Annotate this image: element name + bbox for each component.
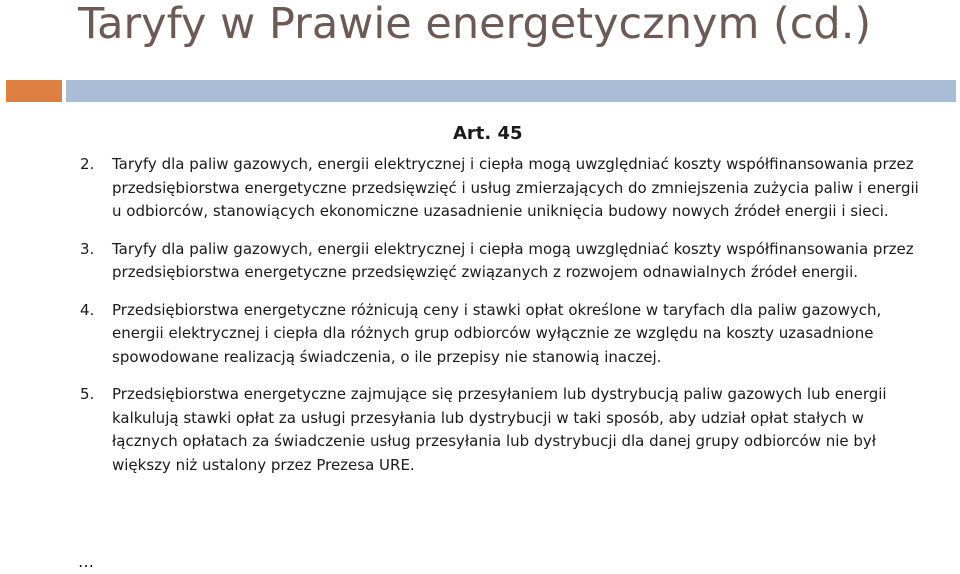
paragraph-number: 3. — [80, 239, 95, 258]
continuation-ellipsis: … — [78, 552, 94, 571]
paragraph-list — [80, 153, 930, 491]
paragraph-text: Taryfy dla paliw gazowych, energii elektrycznej i ciepła mogą uwzględniać koszty współfinansowania przez przedsiębiorstwa energetyczne przedsięwzięć związanych z rozwojem odnawialnych źródeł energii. — [112, 239, 914, 281]
paragraph-number: 2. — [80, 155, 95, 173]
paragraph-4 — [80, 299, 930, 370]
slide-title: Taryfy w Prawie energetycznym (cd.) — [78, 0, 872, 49]
accent-bar-orange — [6, 80, 62, 102]
accent-bar-blue — [66, 80, 956, 102]
article-heading: Art. 45 — [453, 123, 523, 144]
paragraph-3 — [80, 238, 930, 285]
paragraph-2 — [80, 153, 930, 224]
paragraph-text: Przedsiębiorstwa energetyczne zajmujące się przesyłaniem lub dystrybucją paliw gazowych lub energii kalkulują stawki opłat za usługi przesyłania lub dystrybucji w taki sposób, aby udział opłat stałych w łącznych opłatach za świadczenie usług przesyłania lub dystrybucji dla danej grupy odbiorców nie był większy niż ustalony przez Prezesa URE. — [112, 385, 887, 474]
paragraph-text: Taryfy dla paliw gazowych, energii elektrycznej i ciepła mogą uwzględniać koszty współfinansowania przez przedsiębiorstwa energetyczne przedsięwzięć i usług zmierzających do zmniejszenia zużycia paliw i energii u odbiorców, stanowiących ekonomiczne uzasadnienie uniknięcia budowy nowych źródeł energii i sieci. — [112, 155, 919, 220]
paragraph-text: Przedsiębiorstwa energetyczne różnicują ceny i stawki opłat określone w taryfach dla paliw gazowych, energii elektrycznej i ciepła dla różnych grup odbiorców wyłącznie ze względu na koszty uzasadnione spowodowane realizacją świadczenia, o ile przepisy nie stanowią inaczej. — [112, 300, 882, 366]
paragraph-5 — [80, 383, 930, 477]
paragraph-number: 5. — [80, 385, 95, 403]
paragraph-number: 4. — [80, 300, 95, 319]
